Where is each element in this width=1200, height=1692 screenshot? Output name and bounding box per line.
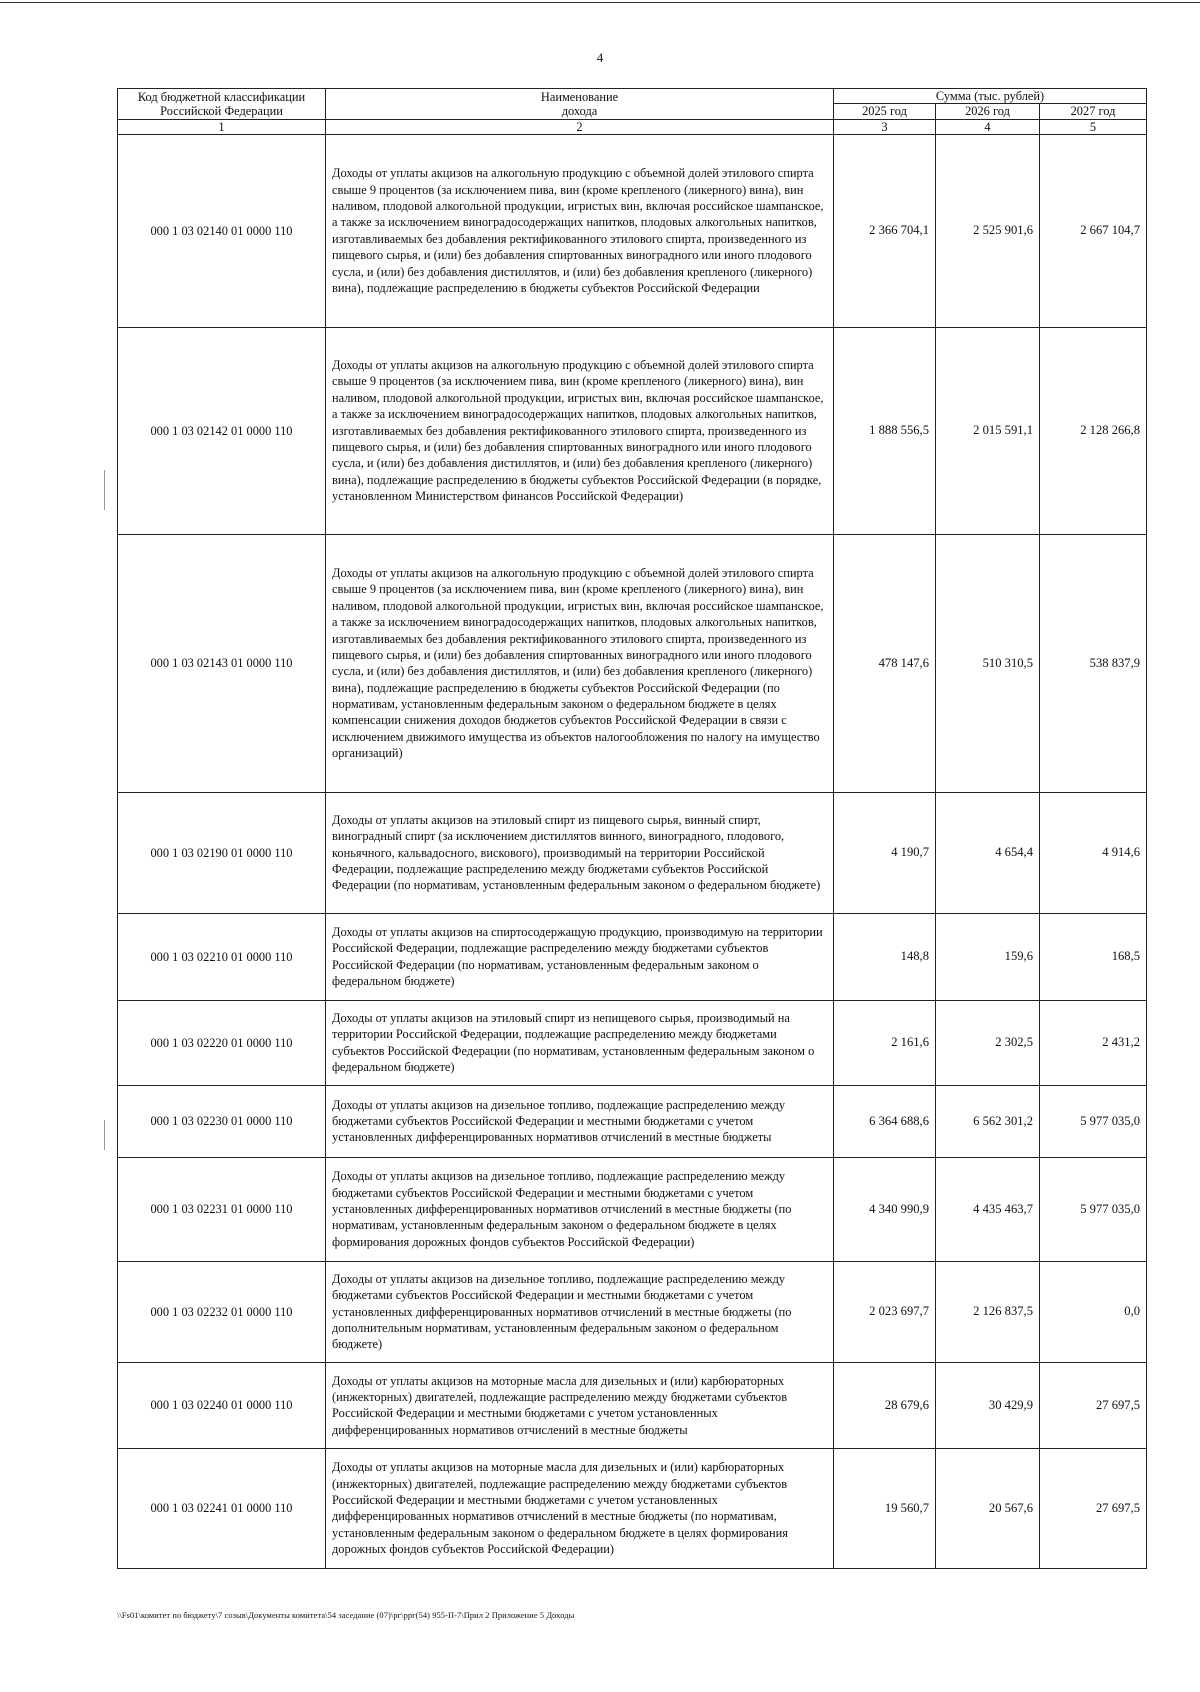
revenue-table bbox=[117, 88, 1147, 1569]
revenue-name: Доходы от уплаты акцизов на дизельное топливо, подлежащие распределению между бюджетами субъектов Российской Федерации и местными бюджетами с учетом установленных дифференцированных нормативов отчислений в местные бюджеты (по нормативам, установленным федеральным законом о федеральном бюджете в целях формирования дорожных фондов субъектов Российской Федерации) bbox=[326, 1157, 834, 1261]
table-row bbox=[118, 792, 1147, 913]
amount-2026: 2 126 837,5 bbox=[936, 1261, 1040, 1362]
table-row bbox=[118, 1362, 1147, 1448]
sum-column-header: Сумма (тыс. рублей) bbox=[834, 89, 1147, 104]
code-column-header bbox=[118, 89, 326, 120]
amount-2027: 5 977 035,0 bbox=[1040, 1085, 1147, 1157]
amount-2025: 148,8 bbox=[834, 913, 936, 1000]
revenue-name: Доходы от уплаты акцизов на алкогольную продукцию с объемной долей этилового спирта свыше 9 процентов (за исключением пива, вин (кроме крепленого (ликерного) вина), вин наливом, плодовой алкогольной продукции, игристых вин, включая российское шампанское, а также за исключением виноградосодержащих напитков, плодовых алкогольных напитков, изготавливаемых без добавления ректификованного этилового спирта, произведенного из пищевого сырья, и (или) без добавления спиртованных виноградного или иного плодового сусла, и (или) без добавления дистиллятов, и (или) без добавления крепленого (ликерного) вина), подлежащие распределению в бюджеты субъектов Российской Федерации bbox=[326, 134, 834, 327]
budget-code: 000 1 03 02210 01 0000 110 bbox=[118, 913, 326, 1000]
table-row bbox=[118, 134, 1147, 327]
year-header-2026: 2026 год bbox=[936, 104, 1040, 119]
column-number: 4 bbox=[936, 119, 1040, 134]
amount-2026: 30 429,9 bbox=[936, 1362, 1040, 1448]
budget-code: 000 1 03 02230 01 0000 110 bbox=[118, 1085, 326, 1157]
amount-2026: 159,6 bbox=[936, 913, 1040, 1000]
amount-2026: 2 525 901,6 bbox=[936, 134, 1040, 327]
budget-code: 000 1 03 02220 01 0000 110 bbox=[118, 1000, 326, 1085]
amount-2027: 27 697,5 bbox=[1040, 1362, 1147, 1448]
table-row bbox=[118, 534, 1147, 792]
budget-code: 000 1 03 02241 01 0000 110 bbox=[118, 1448, 326, 1568]
budget-code: 000 1 03 02240 01 0000 110 bbox=[118, 1362, 326, 1448]
column-number: 5 bbox=[1040, 119, 1147, 134]
revenue-name: Доходы от уплаты акцизов на дизельное топливо, подлежащие распределению между бюджетами субъектов Российской Федерации и местными бюджетами с учетом установленных дифференцированных нормативов отчислений в местные бюджеты (по дополнительным нормативам, установленным федеральным законом о федеральном бюджете) bbox=[326, 1261, 834, 1362]
name-column-header bbox=[326, 89, 834, 120]
table-row bbox=[118, 1157, 1147, 1261]
amount-2025: 4 340 990,9 bbox=[834, 1157, 936, 1261]
amount-2025: 478 147,6 bbox=[834, 534, 936, 792]
scan-mark bbox=[104, 470, 105, 510]
revenue-name: Доходы от уплаты акцизов на алкогольную продукцию с объемной долей этилового спирта свыше 9 процентов (за исключением пива, вин (кроме крепленого (ликерного) вина), вин наливом, плодовой алкогольной продукции, игристых вин, включая российское шампанское, а также за исключением виноградосодержащих напитков, плодовых алкогольных напитков, изготавливаемых без добавления ректификованного этилового спирта, произведенного из пищевого сырья, и (или) без добавления спиртованных виноградного или иного плодового сусла, и (или) без добавления дистиллятов, и (или) без добавления крепленого (ликерного) вина), подлежащие распределению в бюджеты субъектов Российской Федерации (по нормативам, установленным федеральным законом о федеральном бюджете в целях компенсации снижения доходов бюджетов субъектов Российской Федерации в связи с исключением движимого имущества из объектов налогообложения по налогу на имущество организаций) bbox=[326, 534, 834, 792]
amount-2027: 4 914,6 bbox=[1040, 792, 1147, 913]
amount-2026: 510 310,5 bbox=[936, 534, 1040, 792]
budget-code: 000 1 03 02143 01 0000 110 bbox=[118, 534, 326, 792]
scan-mark bbox=[104, 1120, 105, 1150]
budget-code: 000 1 03 02140 01 0000 110 bbox=[118, 134, 326, 327]
table-head bbox=[118, 89, 1147, 135]
budget-code: 000 1 03 02231 01 0000 110 bbox=[118, 1157, 326, 1261]
amount-2025: 2 023 697,7 bbox=[834, 1261, 936, 1362]
amount-2026: 4 654,4 bbox=[936, 792, 1040, 913]
table-row bbox=[118, 1261, 1147, 1362]
code-header-line2: Российской Федерации bbox=[160, 103, 283, 118]
revenue-name: Доходы от уплаты акцизов на алкогольную продукцию с объемной долей этилового спирта свыше 9 процентов (за исключением пива, вин (кроме крепленого (ликерного) вина), вин наливом, плодовой алкогольной продукции, игристых вин, включая российское шампанское, а также за исключением виноградосодержащих напитков, плодовых алкогольных напитков, изготавливаемых без добавления ректификованного этилового спирта, произведенного из пищевого сырья, и (или) без добавления спиртованных виноградного или иного плодового сусла, и (или) без добавления дистиллятов, и (или) без добавления крепленого (ликерного) вина), подлежащие распределению в бюджеты субъектов Российской Федерации (в порядке, установленном Министерством финансов Российской Федерации) bbox=[326, 327, 834, 534]
amount-2025: 1 888 556,5 bbox=[834, 327, 936, 534]
amount-2025: 2 161,6 bbox=[834, 1000, 936, 1085]
budget-code: 000 1 03 02190 01 0000 110 bbox=[118, 792, 326, 913]
amount-2027: 168,5 bbox=[1040, 913, 1147, 1000]
name-header-line2: дохода bbox=[561, 103, 598, 118]
budget-code: 000 1 03 02232 01 0000 110 bbox=[118, 1261, 326, 1362]
table-body bbox=[118, 134, 1147, 1568]
amount-2026: 2 302,5 bbox=[936, 1000, 1040, 1085]
amount-2026: 2 015 591,1 bbox=[936, 327, 1040, 534]
amount-2025: 2 366 704,1 bbox=[834, 134, 936, 327]
revenue-name: Доходы от уплаты акцизов на этиловый спирт из непищевого сырья, производимый на территории Российской Федерации, подлежащие распределению между бюджетами субъектов Российской Федерации (по нормативам, установленным федеральным законом о федеральном бюджете) bbox=[326, 1000, 834, 1085]
amount-2027: 2 128 266,8 bbox=[1040, 327, 1147, 534]
amount-2026: 6 562 301,2 bbox=[936, 1085, 1040, 1157]
amount-2026: 20 567,6 bbox=[936, 1448, 1040, 1568]
column-number: 3 bbox=[834, 119, 936, 134]
column-number: 1 bbox=[118, 119, 326, 134]
amount-2027: 538 837,9 bbox=[1040, 534, 1147, 792]
table-row bbox=[118, 1000, 1147, 1085]
column-numbers-row bbox=[118, 119, 1147, 134]
amount-2027: 2 431,2 bbox=[1040, 1000, 1147, 1085]
amount-2025: 4 190,7 bbox=[834, 792, 936, 913]
table-row bbox=[118, 1085, 1147, 1157]
revenue-name: Доходы от уплаты акцизов на моторные масла для дизельных и (или) карбюраторных (инжекторных) двигателей, подлежащие распределению между бюджетами субъектов Российской Федерации и местными бюджетами с учетом установленных дифференцированных нормативов отчислений в местные бюджеты bbox=[326, 1362, 834, 1448]
revenue-name: Доходы от уплаты акцизов на моторные масла для дизельных и (или) карбюраторных (инжекторных) двигателей, подлежащие распределению между бюджетами субъектов Российской Федерации и местными бюджетами с учетом установленных дифференцированных нормативов отчислений в местные бюджеты (по нормативам, установленным федеральным законом о федеральном бюджете в целях формирования дорожных фондов субъектов Российской Федерации) bbox=[326, 1448, 834, 1568]
budget-code: 000 1 03 02142 01 0000 110 bbox=[118, 327, 326, 534]
column-number: 2 bbox=[326, 119, 834, 134]
amount-2027: 27 697,5 bbox=[1040, 1448, 1147, 1568]
revenue-name: Доходы от уплаты акцизов на дизельное топливо, подлежащие распределению между бюджетами субъектов Российской Федерации и местными бюджетами с учетом установленных дифференцированных нормативов отчислений в местные бюджеты bbox=[326, 1085, 834, 1157]
footer-file-path: \\Fs01\комитет по бюджету\7 созыв\Документы комитета\54 заседание (07)\рг\ррг(54) 955-П-7\Прил 2 Приложение 5 Доходы bbox=[117, 1611, 575, 1620]
amount-2025: 28 679,6 bbox=[834, 1362, 936, 1448]
amount-2025: 19 560,7 bbox=[834, 1448, 936, 1568]
top-rule bbox=[0, 2, 1200, 3]
revenue-name: Доходы от уплаты акцизов на этиловый спирт из пищевого сырья, винный спирт, виноградный спирт (за исключением дистиллятов винного, виноградного, плодового, коньячного, кальвадосного, вискового), производимый на территории Российской Федерации, подлежащие распределению между бюджетами субъектов Российской Федерации (по нормативам, установленным федеральным законом о федеральном бюджете) bbox=[326, 792, 834, 913]
amount-2026: 4 435 463,7 bbox=[936, 1157, 1040, 1261]
code-header-line1: Код бюджетной классификации bbox=[137, 89, 306, 104]
amount-2027: 5 977 035,0 bbox=[1040, 1157, 1147, 1261]
amount-2027: 2 667 104,7 bbox=[1040, 134, 1147, 327]
year-header-2025: 2025 год bbox=[834, 104, 936, 119]
amount-2025: 6 364 688,6 bbox=[834, 1085, 936, 1157]
year-header-2027: 2027 год bbox=[1040, 104, 1147, 119]
table-row bbox=[118, 327, 1147, 534]
table-row bbox=[118, 913, 1147, 1000]
revenue-name: Доходы от уплаты акцизов на спиртосодержащую продукцию, производимую на территории Российской Федерации, подлежащие распределению между бюджетами субъектов Российской Федерации (по нормативам, установленным федеральным законом о федеральном бюджете) bbox=[326, 913, 834, 1000]
amount-2027: 0,0 bbox=[1040, 1261, 1147, 1362]
header-row bbox=[118, 89, 1147, 104]
table-row bbox=[118, 1448, 1147, 1568]
name-header-line1: Наименование bbox=[540, 89, 619, 104]
page-number: 4 bbox=[596, 50, 604, 65]
